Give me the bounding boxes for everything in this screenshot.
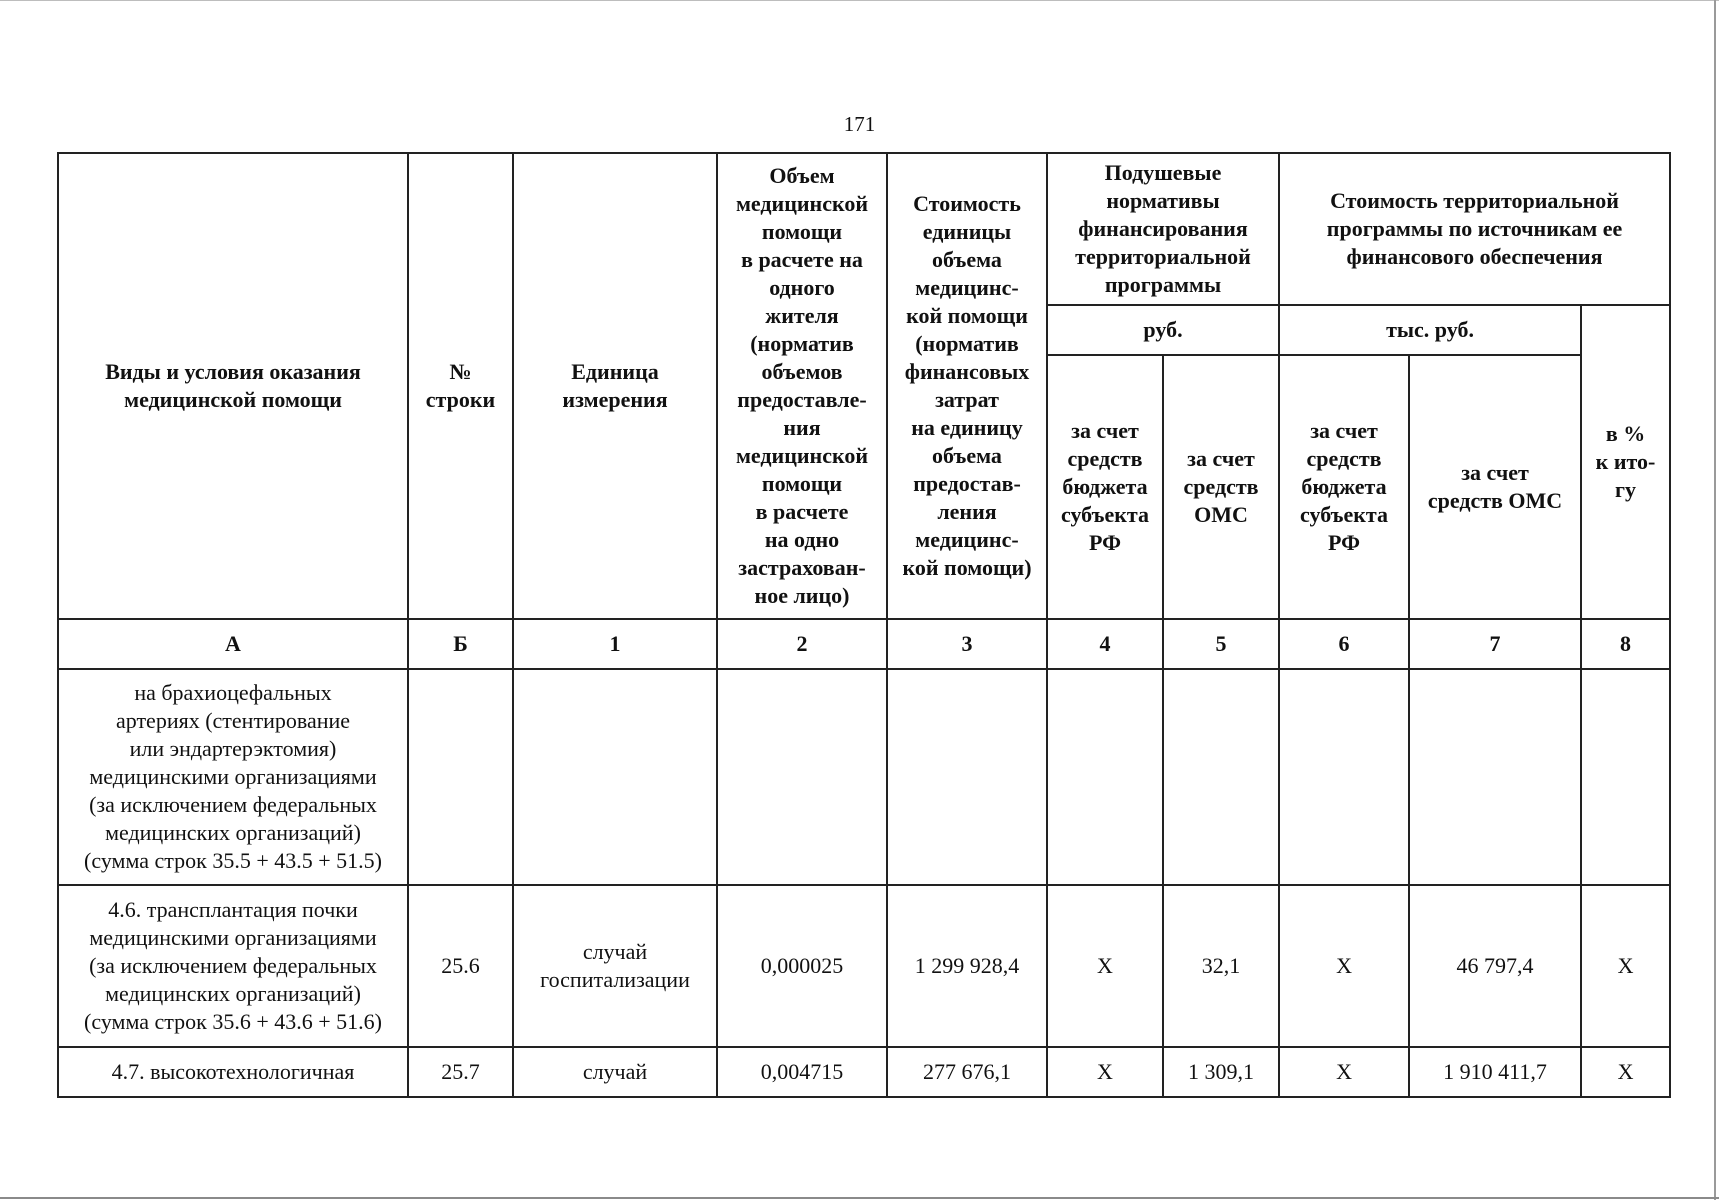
row-col-8 — [1581, 669, 1670, 885]
page-bottom-edge — [0, 1197, 1719, 1199]
column-letter: 1 — [513, 619, 717, 669]
column-letter: 7 — [1409, 619, 1581, 669]
row-number: 25.6 — [408, 885, 513, 1047]
row-col-5: 1 309,1 — [1163, 1047, 1279, 1097]
row-name: 4.7. высокотехнологичная — [58, 1047, 408, 1097]
row-cost — [887, 669, 1047, 885]
row-col-6: Х — [1279, 1047, 1409, 1097]
row-volume: 0,000025 — [717, 885, 887, 1047]
table-row — [58, 885, 1670, 1047]
column-letters-row — [58, 619, 1670, 669]
page-right-edge — [1714, 0, 1716, 1200]
row-col-8: Х — [1581, 885, 1670, 1047]
header-rub: руб. — [1047, 305, 1279, 355]
header-kind: Виды и условия оказания медицинской помощи — [58, 153, 408, 619]
row-number — [408, 669, 513, 885]
row-unit: случай госпитализации — [513, 885, 717, 1047]
header-budget-thous: за счет средств бюджета субъекта РФ — [1279, 355, 1409, 619]
row-unit — [513, 669, 717, 885]
row-name: на брахиоцефальных артериях (стентирование или эндартерэктомия) медицинскими организациями (за исключением федеральных медицинских организаций) (сумма строк 35.5 + 43.5 + 51.5) — [58, 669, 408, 885]
header-program-cost: Стоимость территориальной программы по источникам ее финансового обеспечения — [1279, 153, 1670, 305]
column-letter: 6 — [1279, 619, 1409, 669]
row-col-6 — [1279, 669, 1409, 885]
header-unit: Единица измерения — [513, 153, 717, 619]
row-col-4: Х — [1047, 1047, 1163, 1097]
row-col-6: Х — [1279, 885, 1409, 1047]
row-col-7: 46 797,4 — [1409, 885, 1581, 1047]
header-volume: Объем медицинской помощи в расчете на одного жителя (норматив объемов предоставле- ния медицинской помощи в расчете на одно застрахован- ное лицо) — [717, 153, 887, 619]
column-letter: 5 — [1163, 619, 1279, 669]
row-col-4 — [1047, 669, 1163, 885]
header-row-1 — [58, 153, 1670, 305]
row-col-8: Х — [1581, 1047, 1670, 1097]
column-letter: 2 — [717, 619, 887, 669]
column-letter: 3 — [887, 619, 1047, 669]
header-percent: в % к ито- гу — [1581, 305, 1670, 619]
row-number: 25.7 — [408, 1047, 513, 1097]
row-cost: 277 676,1 — [887, 1047, 1047, 1097]
row-volume — [717, 669, 887, 885]
column-letter: 8 — [1581, 619, 1670, 669]
column-letter: А — [58, 619, 408, 669]
financing-table — [57, 152, 1671, 1098]
header-oms-thous: за счет средств ОМС — [1409, 355, 1581, 619]
row-name: 4.6. трансплантация почки медицинскими организациями (за исключением федеральных медицинских организаций) (сумма строк 35.6 + 43.6 + 51.6) — [58, 885, 408, 1047]
table-row — [58, 1047, 1670, 1097]
header-oms-rub: за счет средств ОМС — [1163, 355, 1279, 619]
row-col-7 — [1409, 669, 1581, 885]
column-letter: 4 — [1047, 619, 1163, 669]
page-top-edge — [0, 0, 1719, 1]
header-row-number: № строки — [408, 153, 513, 619]
row-col-5: 32,1 — [1163, 885, 1279, 1047]
row-cost: 1 299 928,4 — [887, 885, 1047, 1047]
row-col-4: Х — [1047, 885, 1163, 1047]
row-col-7: 1 910 411,7 — [1409, 1047, 1581, 1097]
row-unit: случай — [513, 1047, 717, 1097]
header-thous-rub: тыс. руб. — [1279, 305, 1581, 355]
header-budget-rub: за счет средств бюджета субъекта РФ — [1047, 355, 1163, 619]
column-letter: Б — [408, 619, 513, 669]
table-row — [58, 669, 1670, 885]
page-number: 171 — [843, 112, 876, 136]
header-per-capita: Подушевые нормативы финансирования территориальной программы — [1047, 153, 1279, 305]
row-volume: 0,004715 — [717, 1047, 887, 1097]
header-cost: Стоимость единицы объема медицинс- кой помощи (норматив финансовых затрат на единицу объема предостав- ления медицинс- кой помощи) — [887, 153, 1047, 619]
row-col-5 — [1163, 669, 1279, 885]
